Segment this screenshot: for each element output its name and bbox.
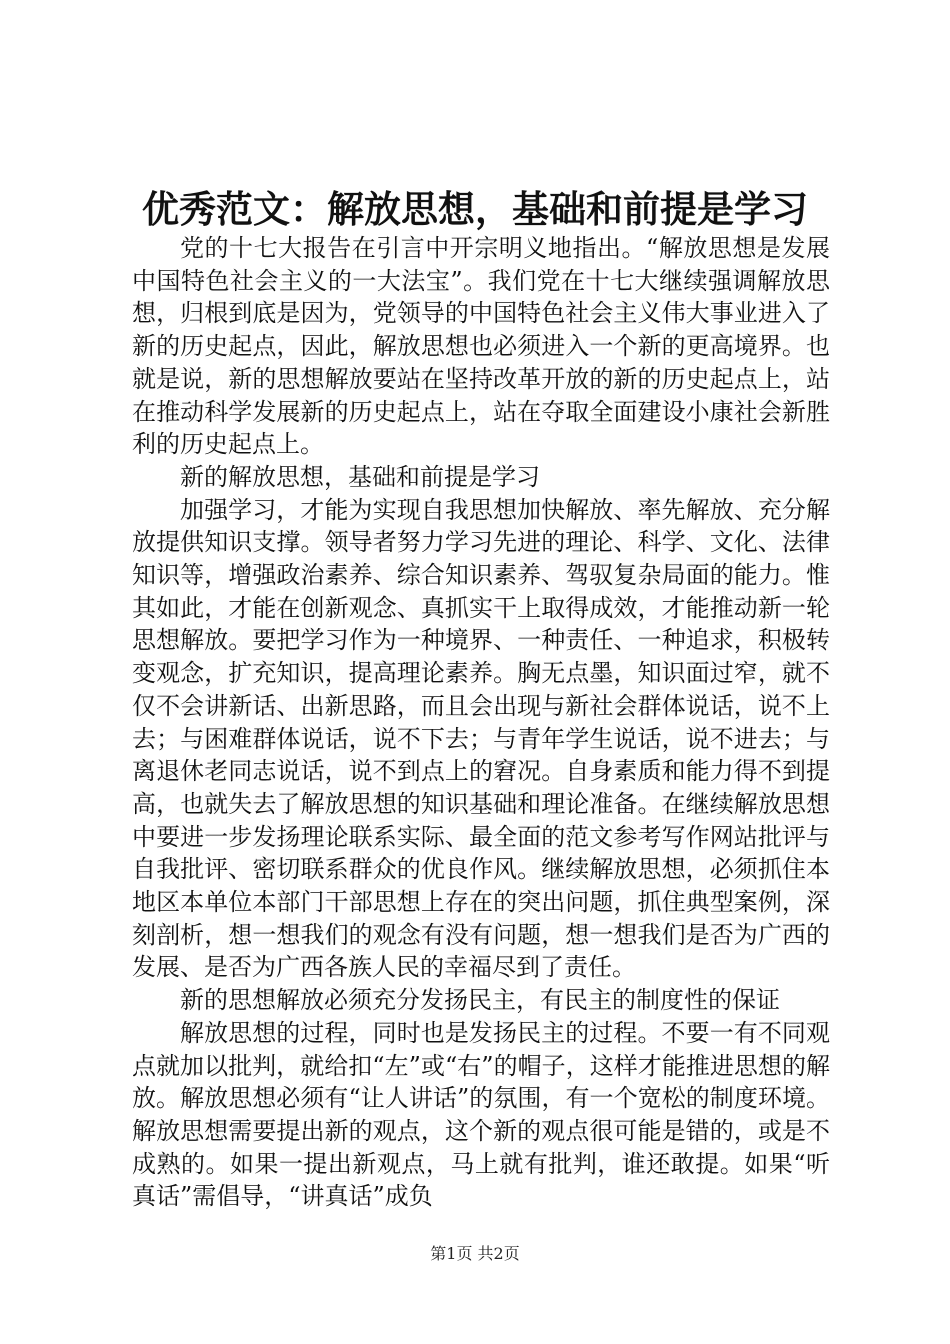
paragraph-democracy: 解放思想的过程，同时也是发扬民主的过程。不要一有不同观点就加以批判，就给扣“左”或“右”的帽子，这样才能推进思想的解放。解放思想必须有“让人讲话”的氛围，有一个宽松的制度环境。解放思想需要提出新的观点，这个新的观点很可能是错的，或是不成熟的。如果一提出新观点，马上就有批判，谁还敢提。如果“听真话”需倡导，“讲真话”成负 <box>132 1018 830 1211</box>
paragraph-intro: 党的十七大报告在引言中开宗明义地指出。“解放思想是发展中国特色社会主义的一大法宝”。我们党在十七大继续强调解放思想，归根到底是因为，党领导的中国特色社会主义伟大事业进入了新的历史起点，因此，解放思想也必须进入一个新的更高境界。也就是说，新的思想解放要站在坚持改革开放的新的历史起点上，站在推动科学发展新的历史起点上，站在夺取全面建设小康社会新胜利的历史起点上。 <box>132 234 830 459</box>
document-title: 优秀范文：解放思想，基础和前提是学习 <box>142 187 808 231</box>
document-body <box>132 232 830 1213</box>
section-heading-study: 新的解放思想，基础和前提是学习 <box>180 462 540 491</box>
section-heading-democracy: 新的思想解放必须充分发扬民主，有民主的制度性的保证 <box>180 986 780 1015</box>
page-footer: 第1页 共2页 <box>430 1244 520 1263</box>
paragraph-study: 加强学习，才能为实现自我思想加快解放、率先解放、充分解放提供知识支撑。领导者努力学习先进的理论、科学、文化、法律知识等，增强政治素养、综合知识素养、驾驭复杂局面的能力。惟其如此，才能在创新观念、真抓实干上取得成效，才能推动新一轮思想解放。要把学习作为一种境界、一种责任、一种追求，积极转变观念，扩充知识，提高理论素养。胸无点墨，知识面过窄，就不仅不会讲新话、出新思路，而且会出现与新社会群体说话，说不上去；与困难群体说话，说不下去；与青年学生说话，说不进去；与离退休老同志说话，说不到点上的窘况。自身素质和能力得不到提高，也就失去了解放思想的知识基础和理论准备。在继续解放思想中要进一步发扬理论联系实际、最全面的范文参考写作网站批评与自我批评、密切联系群众的优良作风。继续解放思想，必须抓住本地区本单位本部门干部思想上存在的突出问题，抓住典型案例，深刻剖析，想一想我们的观念有没有问题，想一想我们是否为广西的发展、是否为广西各族人民的幸福尽到了责任。 <box>132 495 830 982</box>
